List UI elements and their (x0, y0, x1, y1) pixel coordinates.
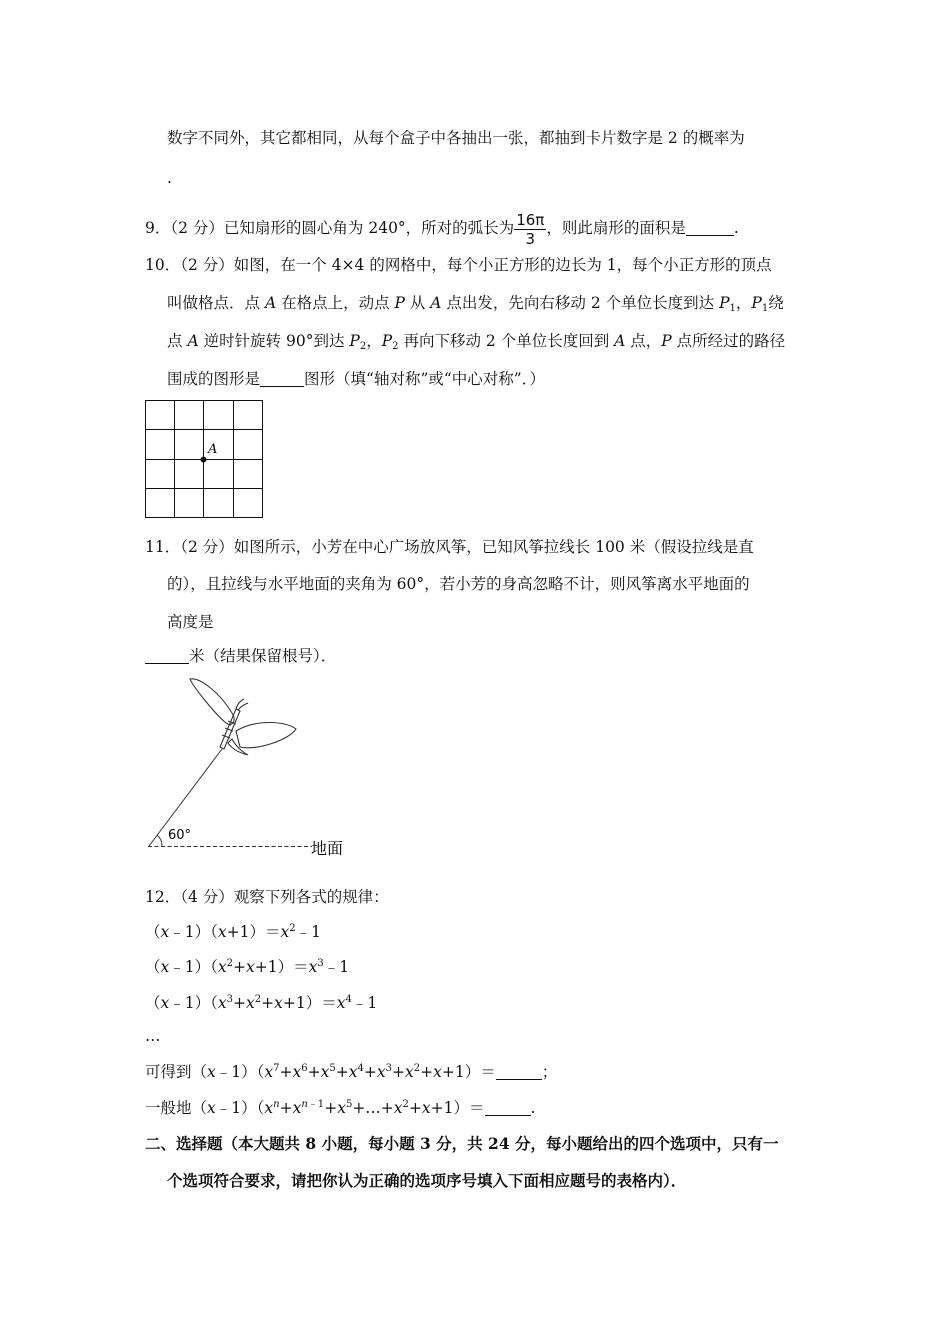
q10-line3 (167, 331, 785, 351)
q10-grid-figure (145, 400, 265, 520)
q10-point-p: P (394, 294, 405, 312)
q10-line1 (145, 255, 772, 275)
q11-line4 (145, 646, 336, 666)
q10-point-a: A (264, 294, 277, 312)
q12-intro: 观察下列各式的规律： (233, 888, 389, 906)
q10-p2-sub: 2 (359, 341, 367, 352)
q10-l3e: 点所经过的路径 (671, 332, 786, 350)
q12-eq4: 可得到$(x﹣1)(x^7+x^6+x^5+x^4+x^3+x^2+x+1)=$ ； (145, 1063, 558, 1081)
q12-eq5: 一般地$(x﹣1)(x^n+x^{n﹣1}+x^5+\dots+x^2+x+1)=$ . (145, 1099, 536, 1117)
q10-p2: P (349, 332, 360, 350)
q11-text-line4: 米（结果保留根号）． (189, 647, 337, 665)
q9-answer-blank[interactable] (686, 220, 734, 236)
q10-answer-blank[interactable] (260, 371, 304, 387)
q10-l2b: 在格点上，动点 (276, 294, 395, 312)
q11-kite-figure (140, 675, 360, 860)
section2-heading-line1: 二、选择题（本大题共 8 小题，每小题 3 分，共 24 分，每小题给出的四个选项中，只有一 (145, 1134, 779, 1153)
section2-heading-line2: 个选项符合要求，请把你认为正确的选项序号填入下面相应题号的表格内）． (167, 1171, 687, 1190)
q10-l3d: 点， (625, 332, 662, 350)
q9-number: 9． (145, 219, 171, 237)
q11-line1 (145, 537, 754, 557)
q9-frac-den: 3 (525, 229, 536, 248)
angle-label: 60° (168, 828, 192, 843)
q10-score: （2 分） (180, 256, 234, 274)
q12-ellipsis: … (145, 1027, 161, 1045)
q11-text-line2: 的），且拉线与水平地面的夹角为 60°，若小芳的身高忽略不计，则风筝离水平地面的 (167, 575, 750, 593)
q12-eq3: $(x﹣1)(x^3+x^2+x+1)=x^4﹣1$ (145, 994, 378, 1012)
q10-l3b: 逆时针旋转 90°到达 (198, 332, 350, 350)
q10-point-a4: A (614, 332, 626, 350)
kite-icon (190, 679, 296, 755)
q12-general: 一般地 (145, 1099, 192, 1117)
q10-l2d: 点出发，先向右移动 2 个单位长度到达 (441, 294, 720, 312)
q10-text-line1: 如图，在一个 4×4 的网格中，每个小正方形的边长为 1，每个小正方形的顶点 (233, 256, 772, 274)
q9-end: . (733, 219, 739, 237)
grid-point-a (201, 457, 207, 463)
ground-label: 地面 (311, 839, 344, 858)
q12-line1 (145, 887, 389, 907)
q9-score: （2 分） (170, 219, 224, 237)
q9-frac-num: 16π (516, 210, 545, 229)
q9-text-b: ，则此扇形的面积是 (546, 219, 686, 237)
q10-l4b: 图形（填“轴对称”或“中心对称”．） (304, 370, 545, 388)
q10-line4 (167, 369, 545, 389)
q12-can-get: 可得到 (145, 1063, 192, 1081)
q9-fraction (514, 211, 546, 248)
q10-l3c: 再向下移动 2 个单位长度回到 (398, 332, 615, 350)
q10-p1b: P (751, 294, 762, 312)
q10-point-a2: A (430, 294, 442, 312)
q12-semicolon: ； (541, 1063, 558, 1081)
q10-p2b: P (381, 332, 393, 350)
q12-answer-blank-1[interactable] (496, 1064, 542, 1080)
q10-number: 10． (145, 256, 181, 274)
grid-label-a: A (208, 442, 218, 457)
q12-end: . (530, 1099, 536, 1117)
q10-l3a: 点 (167, 332, 188, 350)
q12-eq2: $(x﹣1)(x^2+x+1)=x^3﹣1$ (145, 958, 350, 976)
q12-score: （4 分） (180, 888, 234, 906)
q8-text-line2: . (167, 169, 172, 187)
q10-p1: P (719, 294, 730, 312)
q10-l2a: 叫做格点．点 (167, 294, 265, 312)
q9-text-a: 已知扇形的圆心角为 240°，所对的弧长为 (223, 219, 515, 237)
q10-line2 (167, 293, 784, 313)
angle-arc (157, 835, 162, 846)
q12-number: 12． (145, 888, 181, 906)
q10-p1b-sub: 1 (761, 303, 769, 314)
q12-eq1: $(x﹣1)(x+1)=x^2﹣1$ (145, 923, 321, 941)
q11-score: （2 分） (180, 538, 234, 556)
q10-comma2: ， (366, 332, 382, 350)
q11-number: 11． (145, 538, 181, 556)
q11-text-line3: 高度是 (167, 613, 214, 631)
q12-answer-blank-2[interactable] (485, 1100, 531, 1116)
q10-p2b-sub: 2 (392, 341, 399, 352)
q10-point-p2: P (661, 332, 672, 350)
q10-l2e: 绕 (768, 294, 784, 312)
q10-comma: ， (735, 294, 752, 312)
q10-point-a3: A (187, 332, 199, 350)
q10-l2c: 从 (404, 294, 431, 312)
q11-answer-blank[interactable] (145, 648, 189, 664)
q9 (145, 207, 739, 249)
q10-p1-sub: 1 (729, 303, 736, 314)
q10-l4a: 围成的图形是 (167, 370, 261, 388)
q8-text-line1: 数字不同外，其它都相同，从每个盒子中各抽出一张，都抽到卡片数字是 2 的概率为 (167, 129, 745, 147)
q11-text-line1: 如图所示，小芳在中心广场放风筝，已知风筝拉线长 100 米（假设拉线是直 (233, 538, 754, 556)
